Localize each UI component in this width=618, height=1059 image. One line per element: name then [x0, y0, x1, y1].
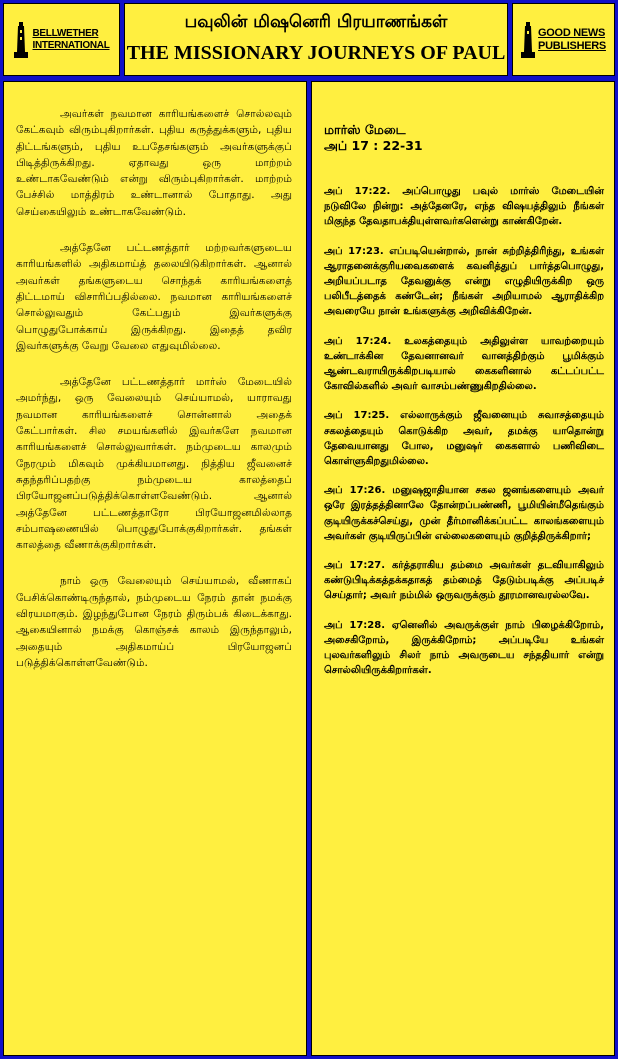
- title-tamil: பவுலின் மிஷனெரி பிரயாணங்கள்: [184, 12, 448, 32]
- verse-26: அப் 17:26. மனுஷஜாதியான சகல ஜனங்களையும் அவர் ஒரே இரத்தத்தினாலே தோன்றப்பண்ணி, பூமியின்மீதெங்கும் குடியிருக்கச்செய்து, முன் தீர்மானிக்கப்பட்ட காலங்களையும் அவர்கள் குடியிருப்பின் எல்லைகளையும் குறித்திருக்கிறார்;: [324, 485, 604, 542]
- tower-icon: [521, 22, 535, 58]
- verse-22: அப் 17:22. அப்பொழுது பவுல் மார்ஸ் மேடையின் நடுவிலே நின்று: அத்தேனரே, எந்த விஷயத்திலும் நீங்கள் மிகுந்த தேவதாபக்தியுள்ளவர்களென்று காண்கிறேன்.: [324, 186, 604, 228]
- verse-25: அப் 17:25. எல்லாருக்கும் ஜீவனையும் சுவாசத்தையும் சகலத்தையும் கொடுக்கிற அவர், தமக்கு யாதொன்று தேவையானது போல, மனுஷர் கைகளால் பணிவிடை கொள்ளுகிறதுமில்லை.: [324, 410, 604, 468]
- verse-27: அப் 17:27. கர்த்தராகிய தம்மை அவர்கள் தடவியாகிலும் கண்டுபிடிக்கத்தக்கதாகத் தம்மைத் தேடும்படிக்கு அப்படிச் செய்தார்; அவர் நம்மில் ஒருவருக்கும் தூரமானவரல்லவே.: [324, 560, 604, 602]
- scripture-heading-title: மார்ஸ் மேடை: [324, 122, 406, 137]
- scripture-heading-reference: அப் 17 : 22-31: [324, 138, 423, 153]
- verse-23: அப் 17:23. எப்படியென்றால், நான் சுற்றித்திரிந்து, உங்கள் ஆராதனைக்குரியவைகளைக் கவனித்துப் பார்த்தபொழுது, அறியப்படாத தேவனுக்கு என்று எழுதியிருக்கிற ஒரு பலிபீடத்தைக் கண்டேன்; நீங்கள் அறியாமல் ஆராதிக்கிற அவரையே நான் உங்களுக்கு அறிவிக்கிறேன்.: [324, 245, 604, 318]
- logo-left-line2: INTERNATIONAL: [32, 39, 110, 51]
- bellwether-logo: [3, 3, 120, 76]
- title-english: THE MISSIONARY JOURNEYS OF PAUL: [126, 42, 506, 64]
- scripture-column: [311, 81, 615, 1056]
- logo-right-line1: GOOD NEWS: [538, 26, 606, 39]
- scripture-heading: [324, 122, 604, 154]
- logo-left-line1: BELLWETHER: [32, 27, 99, 39]
- verse-28: அப் 17:28. ஏனெனில் அவருக்குள் நாம் பிழைக்கிறோம், அசைகிறோம், இருக்கிறோம்; அப்படியே உங்கள் புலவர்களிலும் சிலர் நாம் அவருடைய சந்ததியார் என்று சொல்லியிருக்கிறார்கள்.: [324, 619, 604, 677]
- logo-right-line2: PUBLISHERS: [538, 39, 606, 52]
- commentary-column: [3, 81, 307, 1056]
- good-news-logo: [512, 3, 615, 76]
- commentary-paragraph: அத்தேனே பட்டணத்தார் மார்ஸ் மேடையில் அமர்ந்து, ஒரு வேலையும் செய்யாமல், யாராவது நவமான காரியங்களைச் சொன்னால் அதைக் கேட்பார்கள். சில சமயங்களில் இவர்களே நவமான காரியங்களைச் சொல்லுவார்கள். நம்முடைய காலமும் நேரமும் மிகவும் முக்கியமானது. நித்திய ஜீவனைச் சுதந்தரிப்பதற்கு நம்முடைய காலத்தைப் பிரயோஜனப்படுத்திக்கொள்ளவேண்டும். ஆனால் அத்தேனே பட்டணத்தாரோ பிரயோஜனமில்லாத சம்பாஷணையில் பொழுதுபோக்குகிறார்கள். தங்கள் காலத்தை வீணாக்குகிறார்கள்.: [16, 376, 292, 552]
- commentary-paragraph: அவர்கள் நவமான காரியங்களைச் சொல்லவும் கேட்கவும் விரும்புகிறார்கள். புதிய கருத்துக்களும், புதிய திட்டங்களும், புதிய உபதேசங்களும் அவர்களுக்குப் பிடித்திருக்கிறது. ஏதாவது ஒரு மாற்றம் உண்டாகவேண்டும் என்று விரும்புகிறார்கள். மாற்றம் பேச்சில் மாத்திரம் உண்டானால் போதாது. அது செய்கையிலும் உண்டாகவேண்டும்.: [16, 108, 292, 218]
- tower-icon: [13, 22, 29, 58]
- commentary-paragraph: நாம் ஒரு வேலையும் செய்யாமல், வீணாகப் பேசிக்கொண்டிருந்தால், நம்முடைய நேரம் தான் நமக்கு விரயமாகும். இழந்துபோன நேரம் திரும்பக் கிடைக்காது. ஆகையினால் நமக்கு கொஞ்சக் காலம் இருந்தாலும், அதையும் அதிகமாய்ப் பிரயோஜனப் படுத்திக்கொள்ளவேண்டும்.: [16, 575, 292, 669]
- title-banner: [124, 3, 508, 76]
- commentary-paragraph: அத்தேனே பட்டணத்தார் மற்றவர்களுடைய காரியங்களில் அதிகமாய்த் தலையிடுகிறார்கள். ஆனால் அவர்கள் தங்களுடைய சொந்தக் காரியங்களைத் திட்டமாய் விசாரிப்பதில்லை. நவமான காரியங்களைச் சொல்லுவதும் கேட்பதும் இவர்களுக்கு பொழுதுபோக்காய் இருக்கிறது. இதைத் தவிர இவர்களுக்கு வேறு வேலை எதுவுமில்லை.: [16, 242, 292, 352]
- verse-24: அப் 17:24. உலகத்தையும் அதிலுள்ள யாவற்றையும் உண்டாக்கின தேவனானவர் வானத்திற்கும் பூமிக்கும் ஆண்டவராயிருக்கிறபடியால் கைகளினால் கட்டப்பட்ட கோவில்களில் அவர் வாசம்பண்ணுகிறதில்லை.: [324, 335, 604, 393]
